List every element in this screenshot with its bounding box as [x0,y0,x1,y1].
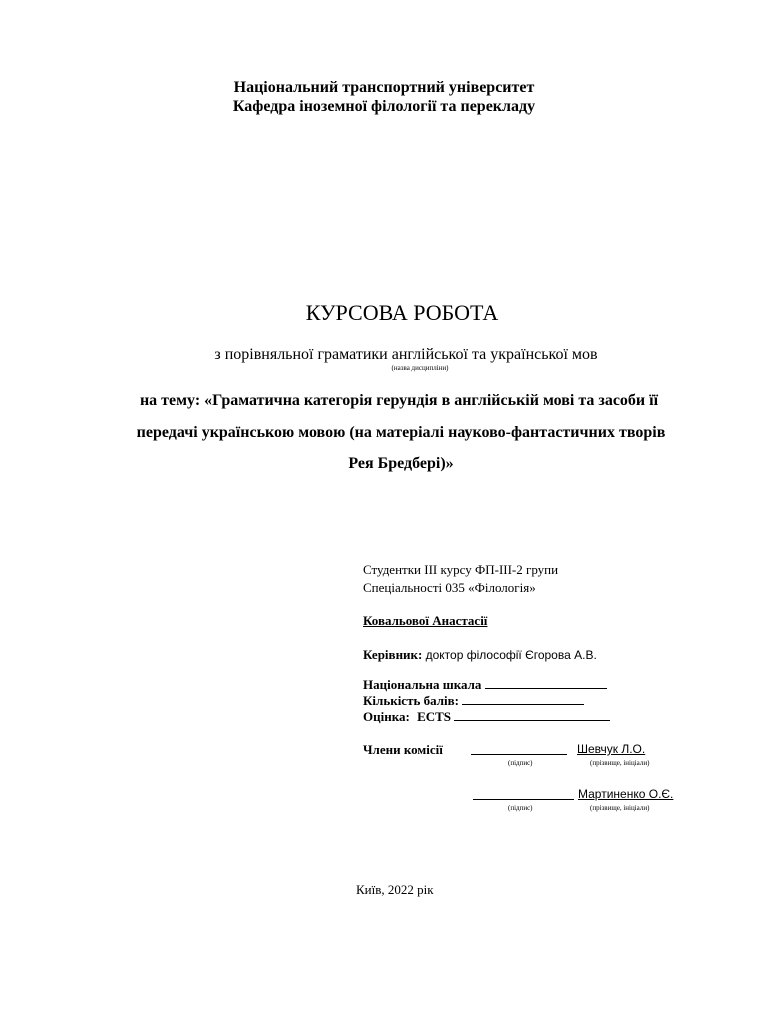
commission-label: Члени комісії [363,742,443,757]
supervisor-value: доктор філософії Єгорова А.В. [425,648,597,662]
document-title: КУРСОВА РОБОТА [305,300,499,325]
supervisor-row [363,647,597,663]
member2-name-caption: (прізвище, ініціали) [590,804,650,812]
topic-line-3: Рея Бредбері)» [348,455,454,472]
ects-blank [454,708,610,721]
student-specialty-line: Спеціальності 035 «Філологія» [363,580,536,595]
discipline-line: з порівняльної граматики англійської та української мов [214,346,598,363]
member2-signature-caption: (підпис) [508,804,533,812]
ects-value: ECTS [417,709,452,724]
national-scale-row [363,676,607,693]
ects-label: Оцінка: [363,709,410,724]
member2-signature-blank [473,787,574,800]
student-name: Ковальової Анастасії [363,613,488,628]
city-year: Київ, 2022 рік [356,882,434,897]
member1-signature-blank [471,742,567,755]
member1-name-caption: (прізвище, ініціали) [590,759,650,767]
supervisor-label: Керівник: [363,647,423,662]
university-name: Національний транспортний університет [233,79,535,96]
points-label: Кількість балів: [363,693,459,708]
topic-line-2: передачі українською мовою (на матеріалі науково-фантастичних творів [136,424,666,441]
national-scale-blank [485,676,607,689]
discipline-caption: (назва дисципліни) [391,364,449,372]
ects-row [363,708,610,725]
member2-name: Мартиненко О.Є. [578,787,674,801]
topic-line-1: на тему: «Граматична категорія герундія в англійській мові та засоби її [139,392,659,409]
member1-signature-caption: (підпис) [508,759,533,767]
points-row [363,692,584,709]
national-scale-label: Національна шкала [363,677,482,692]
member1-name: Шевчук Л.О. [577,742,646,756]
points-blank [462,692,584,705]
student-course-line: Студентки ІІІ курсу ФП-ІІІ-2 групи [363,562,559,577]
department-name: Кафедра іноземної філології та перекладу [232,98,536,115]
